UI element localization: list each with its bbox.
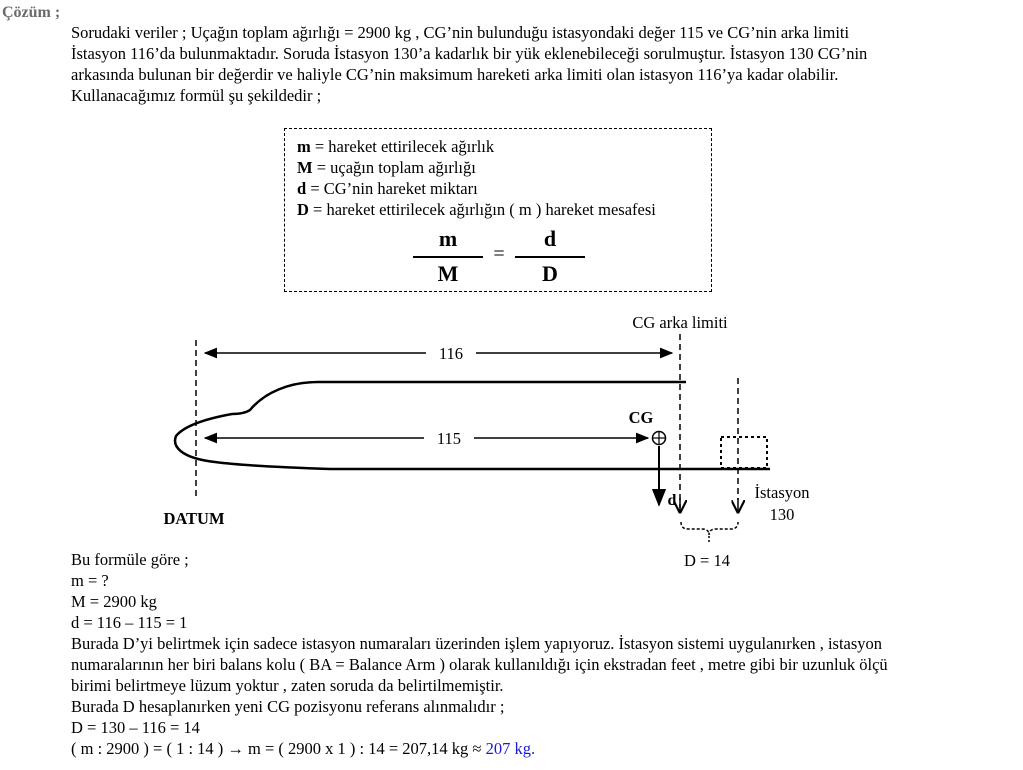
definition-text: = CG’nin hareket miktarı — [306, 179, 478, 198]
final-result: 207 kg. — [485, 739, 536, 758]
cg-symbol — [652, 431, 666, 445]
definition-text: = hareket ettirilecek ağırlığın ( m ) hareket mesafesi — [308, 200, 656, 219]
formula-equals: = — [493, 243, 505, 265]
definition-symbol: d — [297, 179, 307, 198]
d-label: d — [667, 492, 677, 509]
cargo-box — [721, 437, 767, 468]
datum-label: DATUM — [163, 509, 225, 528]
station-label: İstasyon — [754, 483, 810, 502]
solution-line: Bu formüle göre ; — [71, 550, 189, 569]
station-number-label: 130 — [769, 505, 795, 524]
solution-line: birimi belirtmeye lüzum yoktur , zaten soruda da belirtilmemiştir. — [71, 676, 504, 695]
solution-line: d = 116 – 115 = 1 — [71, 613, 188, 632]
solution-line: numaralarının her biri balans kolu ( BA = Balance Arm ) olarak kullanıldığı için ekstradan feet , metre gibi bir uzunluk ölçü — [71, 655, 888, 674]
intro-line: Sorudaki veriler ; Uçağın toplam ağırlığı = 2900 kg , CG’nin bulunduğu istasyondaki değer 115 ve CG’nin arka limiti — [71, 23, 850, 42]
intro-line: İstasyon 116’da bulunmaktadır. Soruda İstasyon 130’a kadarlık bir yük eklenebileceği sorulmuştur. İstasyon 130 CG’nin — [71, 44, 868, 63]
solution-line: m = ? — [71, 571, 109, 590]
intro-line: arkasında bulunan bir değerdir ve haliyle CG’nin maksimum hareketi arka limiti olan istasyon 116’ya kadar olabilir. — [71, 65, 839, 84]
solution-heading: Çözüm ; — [2, 4, 61, 21]
final-calculation-text: ( m : 2900 ) = ( 1 : 14 ) → m = ( 2900 x 1 ) : 14 = 207,14 kg ≈ — [71, 739, 486, 758]
solution-line: Burada D hesaplanırken yeni CG pozisyonu referans alınmalıdır ; — [71, 697, 505, 716]
D-label: D = 14 — [684, 551, 730, 570]
final-calculation-line — [71, 738, 535, 759]
solution-line: D = 130 – 116 = 14 — [71, 718, 200, 737]
solution-line: M = 2900 kg — [71, 592, 157, 611]
definition-text: = uçağın toplam ağırlığı — [312, 158, 476, 177]
fraction-right-denominator: D — [542, 261, 558, 286]
D-brace — [681, 522, 738, 543]
definition-text: = hareket ettirilecek ağırlık — [310, 137, 495, 156]
cg-label: CG — [628, 408, 654, 427]
dimension-116-label: 116 — [438, 344, 464, 363]
cg-aft-limit-label: CG arka limiti — [632, 313, 728, 332]
intro-line: Kullanacağımız formül şu şekildedir ; — [71, 86, 322, 105]
definition-symbol: m — [297, 137, 311, 156]
solution-line: Burada D’yi belirtmek için sadece istasyon numaraları üzerinden işlem yapıyoruz. İstasyon sistemi uygulanırken , istasyon — [71, 634, 883, 653]
fraction-right-numerator: d — [543, 226, 557, 251]
fraction-left-numerator: m — [438, 226, 458, 251]
definition-symbol: D — [297, 200, 309, 219]
fraction-left-denominator: M — [437, 261, 459, 286]
definition-symbol: M — [297, 158, 313, 177]
fuselage-outline — [175, 382, 770, 469]
dimension-115-label: 115 — [436, 429, 462, 448]
